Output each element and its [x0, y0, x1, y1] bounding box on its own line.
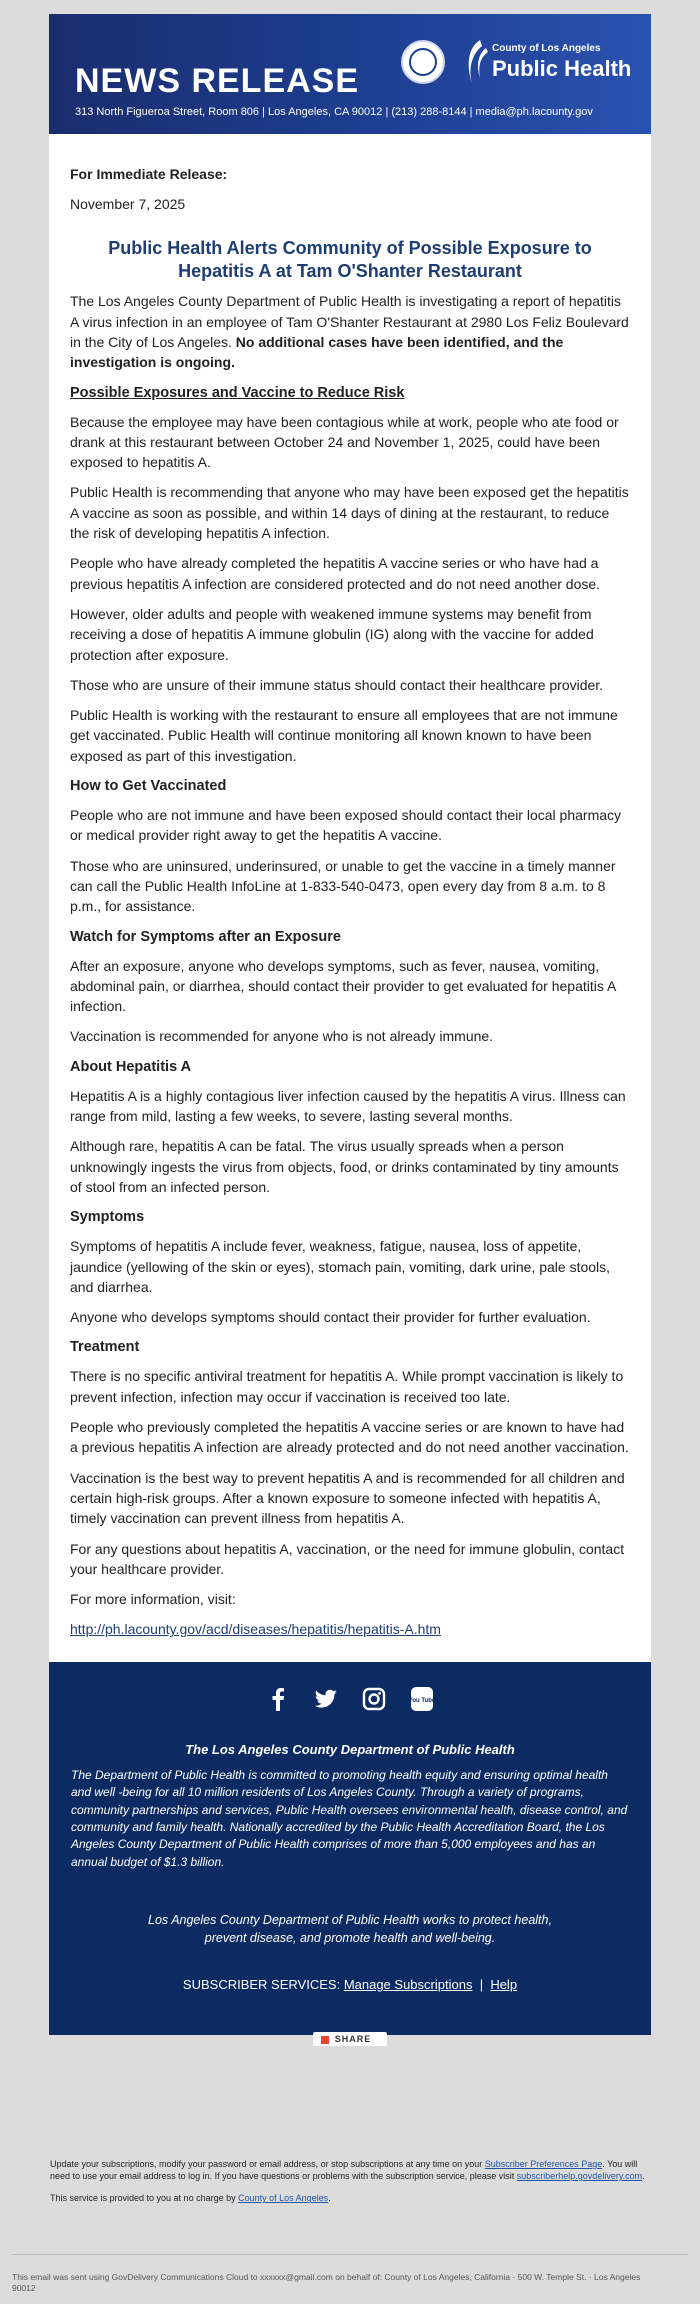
- county-link[interactable]: County of Los Angeles: [238, 2193, 329, 2204]
- county-seal-icon: [401, 40, 445, 84]
- logo-county-text: County of Los Angeles: [492, 43, 601, 54]
- update-paragraph: [50, 2158, 650, 2182]
- divider: [12, 2254, 688, 2255]
- release-title: Public Health Alerts Community of Possible Exposure to Hepatitis A at Tam O'Shanter Restaurant: [108, 237, 592, 281]
- subscription-notice: [50, 2158, 650, 2214]
- update-text-2: . You will need to use your email address to log in. If you have questions or problems with the subscription service, please visit: [50, 2159, 638, 2182]
- paragraph: After an exposure, anyone who develops symptoms, such as fever, nausea, vomiting, abdominal pain, or diarrhea, should contact their provider to get evaluated for hepatitis A infection.: [70, 957, 616, 1015]
- banner-title: NEWS RELEASE: [75, 62, 360, 100]
- subscriber-help-link[interactable]: subscriberhelp.govdelivery.com: [516, 2171, 643, 2182]
- symptoms-heading: Symptoms: [70, 1209, 145, 1226]
- share-icon: [321, 2036, 329, 2044]
- paragraph: For any questions about hepatitis A, vaccination, or the need for immune globulin, contact your healthcare provider.: [70, 1540, 625, 1577]
- twitter-icon[interactable]: [313, 1686, 339, 1712]
- paragraph: Hepatitis A is a highly contagious liver infection caused by the hepatitis A virus. Illness can range from mild, lasting a few weeks, to severe, lasting several months.: [70, 1087, 626, 1125]
- org-title: The Los Angeles County Department of Public Health: [185, 1741, 515, 1757]
- watch-heading: Watch for Symptoms after an Exposure: [70, 928, 341, 945]
- paragraph: Although rare, hepatitis A can be fatal. The virus usually spreads when a person unknowingly ingests the virus from objects, food, or drinks contaminated by tiny amounts of stool from an infected person.: [70, 1138, 619, 1195]
- paragraph: People who previously completed the hepatitis A vaccine series or are known to have had a previous hepatitis A infection are already protected and do not need another vaccination.: [70, 1419, 629, 1456]
- paragraph: Those who are unsure of their immune status should contact their healthcare provider.: [70, 676, 604, 693]
- treatment-heading: Treatment: [70, 1339, 140, 1356]
- service-paragraph: [50, 2192, 650, 2204]
- separator: |: [479, 1977, 484, 1993]
- instagram-icon[interactable]: [361, 1686, 387, 1712]
- release-label: For Immediate Release:: [70, 166, 228, 182]
- paragraph: Public Health is recommending that anyone who may have been exposed get the hepatitis A vaccine as soon as possible, and within 14 days of dining at the restaurant, to reduce the risk of developing hepatitis A infection.: [70, 484, 629, 542]
- email-body: [49, 14, 651, 2045]
- banner-address: 313 North Figueroa Street, Room 806 | Los Angeles, CA 90012 | (213) 288-8144 | media@ph.lacounty.gov: [75, 106, 593, 118]
- vaccinated-heading: How to Get Vaccinated: [70, 778, 227, 795]
- update-text-3: .: [642, 2171, 645, 2182]
- paragraph: Vaccination is recommended for anyone who is not already immune.: [70, 1028, 494, 1045]
- paragraph: Public Health is working with the restaurant to ensure all employees that are not immune get vaccinated. Public Health will continue monitoring all known known to have been exposed as part of this investigation.: [70, 707, 618, 764]
- about-heading: About Hepatitis A: [70, 1058, 192, 1075]
- share-button[interactable]: [313, 2032, 388, 2046]
- news-release-banner: [49, 14, 651, 134]
- subscriber-preferences-link[interactable]: Subscriber Preferences Page: [484, 2159, 603, 2169]
- subscriber-label: SUBSCRIBER SERVICES:: [182, 1977, 341, 1993]
- intro-paragraph: [70, 291, 630, 372]
- paragraph: People who have already completed the hepatitis A vaccine series or who have had a previous hepatitis A infection are considered protected and do not need another dose.: [70, 555, 601, 592]
- share-label: SHARE: [334, 2034, 372, 2045]
- release-date: November 7, 2025: [70, 196, 186, 213]
- mission-statement: Los Angeles County Department of Public Health works to protect health, prevent disease, and promote health and well-being.: [148, 1913, 552, 1946]
- help-link[interactable]: Help: [490, 1977, 518, 1993]
- paragraph: There is no specific antiviral treatment for hepatitis A. While prompt vaccination is likely to prevent infection, infection may occur if vaccination is received too late.: [70, 1368, 624, 1405]
- facebook-icon[interactable]: [265, 1686, 291, 1712]
- service-text-2: .: [328, 2193, 331, 2204]
- logo-name-text: Public Health: [492, 56, 632, 81]
- intro-text: The Los Angeles County Department of Public Health is investigating a report of hepatitis A virus infection in an employee of Tam O'Shanter Restaurant at 2980 Los Feliz Boulevard in the City of Los Angeles.: [70, 293, 629, 350]
- youtube-icon[interactable]: [409, 1686, 435, 1712]
- more-info-label: For more information, visit:: [70, 1591, 236, 1608]
- social-icons: [71, 1686, 629, 1712]
- paragraph: Because the employee may have been contagious while at work, people who ate food or drank at this restaurant between October 24 and November 1, 2025, could have been exposed to hepatitis A.: [70, 413, 619, 471]
- subscriber-services: [71, 1977, 629, 1992]
- sent-notice: This email was sent using GovDelivery Communications Cloud to xxxxxx@gmail.com on behalf of: County of Los Angeles, California · 500 W. Temple St. · Los Angeles 90012: [12, 2272, 641, 2294]
- service-text: This service is provided to you at no charge by: [50, 2193, 236, 2204]
- intro-bold-text: No additional cases have been identified, and the investigation is ongoing.: [70, 333, 564, 371]
- paragraph: Those who are uninsured, underinsured, or unable to get the vaccine in a timely manner can call the Public Health InfoLine at 1-833-540-0473, open every day from 8 a.m. to 8 p.m., for assistance.: [70, 857, 616, 915]
- public-health-logo: [462, 38, 632, 88]
- exposures-heading: Possible Exposures and Vaccine to Reduce Risk: [70, 384, 405, 401]
- paragraph: However, older adults and people with weakened immune systems may benefit from receiving a dose of hepatitis A immune globulin (IG) along with the vaccine for added protection after exposure.: [70, 605, 594, 663]
- footer: [49, 1662, 651, 2045]
- paragraph: People who are not immune and have been exposed should contact their local pharmacy or medical provider right away to get the hepatitis A vaccine.: [70, 807, 622, 844]
- paragraph: Anyone who develops symptoms should contact their provider for further evaluation.: [70, 1309, 591, 1326]
- paragraph: Symptoms of hepatitis A include fever, weakness, fatigue, nausea, loss of appetite, jaundice (yellowing of the skin or eyes), stomach pain, vomiting, dark urine, pale stools, and diarrhea.: [70, 1238, 611, 1295]
- manage-subscriptions-link[interactable]: Manage Subscriptions: [343, 1977, 473, 1993]
- youtube-label: You Tube: [409, 1697, 435, 1704]
- public-health-mark-icon: [462, 38, 488, 86]
- release-content: [49, 134, 651, 1662]
- update-text: Update your subscriptions, modify your password or email address, or stop subscriptions at any time on your: [50, 2159, 483, 2169]
- paragraph: Vaccination is the best way to prevent hepatitis A and is recommended for all children and certain high-risk groups. After a known exposure to someone infected with hepatitis A, timely vaccination can prevent illness from hepatitis A.: [70, 1469, 625, 1527]
- hepatitis-info-link[interactable]: http://ph.lacounty.gov/acd/diseases/hepatitis/hepatitis-A.htm: [70, 1621, 441, 1638]
- org-description: The Department of Public Health is committed to promoting health equity and ensuring optimal health and well -being for all 10 million residents of Los Angeles County. Through a variety of programs, community partnerships and services, Public Health oversees environmental health, disease control, and community and family health. Nationally accredited by the Public Health Accreditation Board, the Los Angeles County Department of Public Health comprises of more than 5,000 employees and has an annual budget of $1.3 billion.: [71, 1767, 628, 1869]
